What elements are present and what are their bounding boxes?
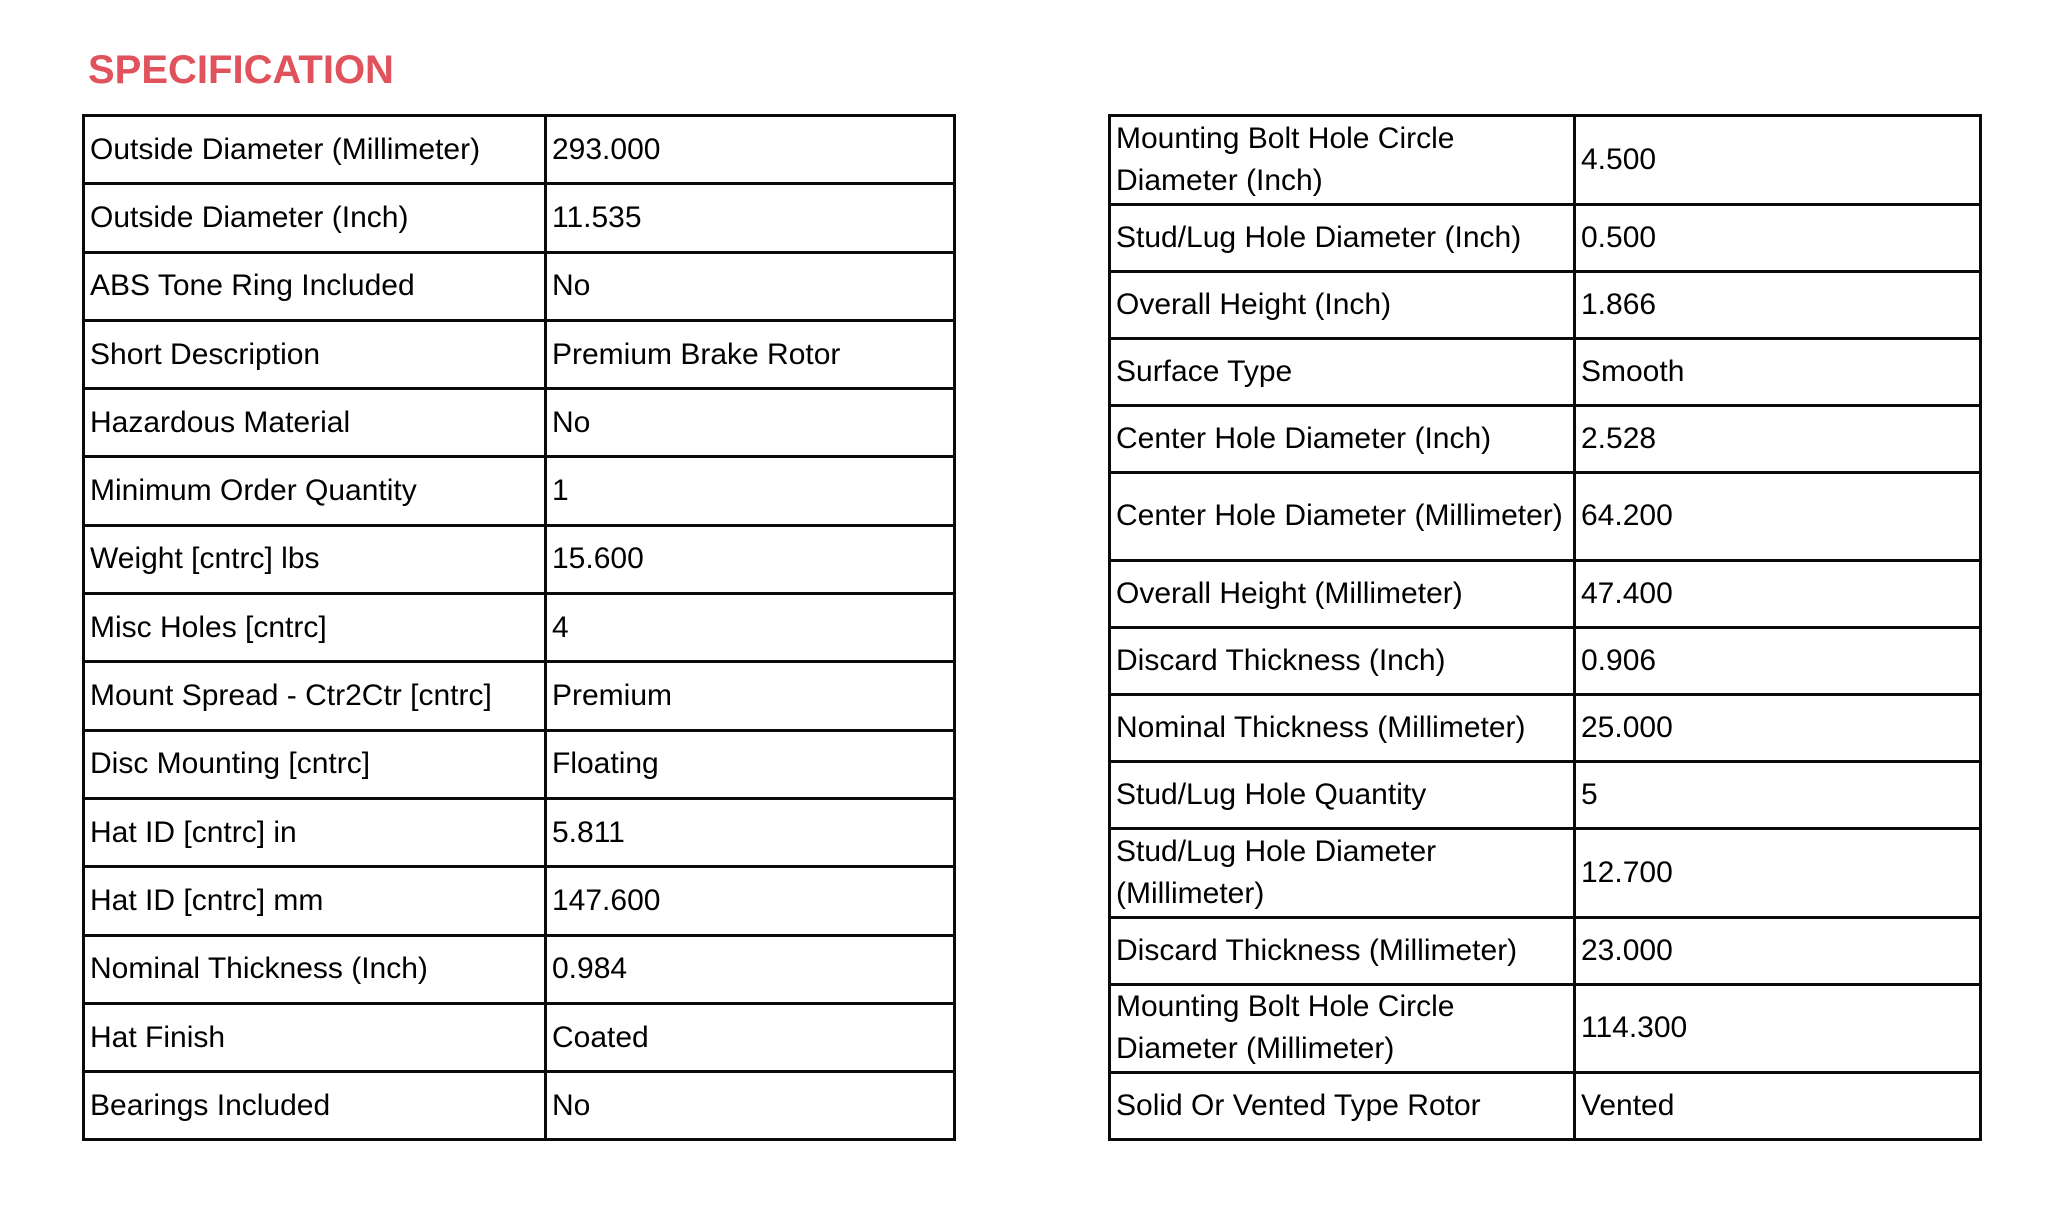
spec-label: Outside Diameter (Inch) xyxy=(84,184,546,252)
spec-label: Stud/Lug Hole Diameter (Inch) xyxy=(1110,204,1575,271)
spec-row xyxy=(84,457,955,525)
spec-row xyxy=(1110,338,1981,405)
spec-row xyxy=(1110,917,1981,984)
spec-label: Overall Height (Inch) xyxy=(1110,271,1575,338)
spec-value: 0.500 xyxy=(1575,204,1981,271)
spec-label: Center Hole Diameter (Millimeter) xyxy=(1110,472,1575,561)
spec-value: No xyxy=(546,252,955,320)
spec-row xyxy=(84,935,955,1003)
spec-row xyxy=(1110,204,1981,271)
spec-label: Hat ID [cntrc] mm xyxy=(84,867,546,935)
spec-label: Overall Height (Millimeter) xyxy=(1110,561,1575,628)
spec-value: Smooth xyxy=(1575,338,1981,405)
spec-row xyxy=(84,798,955,866)
spec-row xyxy=(1110,561,1981,628)
spec-row xyxy=(1110,829,1981,918)
spec-row xyxy=(84,662,955,730)
spec-row xyxy=(84,320,955,388)
spec-row xyxy=(84,116,955,184)
spec-row xyxy=(1110,405,1981,472)
spec-label: Stud/Lug Hole Quantity xyxy=(1110,762,1575,829)
spec-label: Bearings Included xyxy=(84,1072,546,1140)
spec-value: 23.000 xyxy=(1575,917,1981,984)
spec-label: Outside Diameter (Millimeter) xyxy=(84,116,546,184)
spec-label: Short Description xyxy=(84,320,546,388)
spec-value: 2.528 xyxy=(1575,405,1981,472)
spec-label: Misc Holes [cntrc] xyxy=(84,594,546,662)
spec-label: Hazardous Material xyxy=(84,389,546,457)
specification-table-right xyxy=(1108,114,1982,1141)
spec-value: 12.700 xyxy=(1575,829,1981,918)
spec-value: Premium Brake Rotor xyxy=(546,320,955,388)
spec-value: 4.500 xyxy=(1575,116,1981,205)
spec-label: Disc Mounting [cntrc] xyxy=(84,730,546,798)
spec-value: 5 xyxy=(1575,762,1981,829)
spec-value: 293.000 xyxy=(546,116,955,184)
spec-row xyxy=(1110,628,1981,695)
spec-row xyxy=(84,389,955,457)
spec-row xyxy=(1110,472,1981,561)
spec-value: 64.200 xyxy=(1575,472,1981,561)
spec-row xyxy=(1110,762,1981,829)
spec-value: Premium xyxy=(546,662,955,730)
spec-label: Discard Thickness (Inch) xyxy=(1110,628,1575,695)
spec-row xyxy=(84,1003,955,1071)
spec-label: Discard Thickness (Millimeter) xyxy=(1110,917,1575,984)
spec-value: No xyxy=(546,1072,955,1140)
spec-label: Nominal Thickness (Millimeter) xyxy=(1110,695,1575,762)
spec-label: Nominal Thickness (Inch) xyxy=(84,935,546,1003)
spec-label: Stud/Lug Hole Diameter (Millimeter) xyxy=(1110,829,1575,918)
spec-row xyxy=(1110,271,1981,338)
spec-value: 114.300 xyxy=(1575,984,1981,1073)
spec-label: Mounting Bolt Hole Circle Diameter (Millimeter) xyxy=(1110,984,1575,1073)
spec-row xyxy=(84,252,955,320)
spec-row xyxy=(84,525,955,593)
spec-value: 47.400 xyxy=(1575,561,1981,628)
spec-row xyxy=(1110,1073,1981,1140)
spec-label: Minimum Order Quantity xyxy=(84,457,546,525)
spec-label: Hat ID [cntrc] in xyxy=(84,798,546,866)
spec-value: 11.535 xyxy=(546,184,955,252)
spec-row xyxy=(84,1072,955,1140)
spec-value: 1 xyxy=(546,457,955,525)
specification-table-left xyxy=(82,114,956,1141)
spec-label: Hat Finish xyxy=(84,1003,546,1071)
spec-row xyxy=(84,184,955,252)
spec-label: Solid Or Vented Type Rotor xyxy=(1110,1073,1575,1140)
spec-row xyxy=(1110,116,1981,205)
spec-label: ABS Tone Ring Included xyxy=(84,252,546,320)
spec-value: 5.811 xyxy=(546,798,955,866)
spec-row xyxy=(84,594,955,662)
spec-value: Coated xyxy=(546,1003,955,1071)
spec-value: No xyxy=(546,389,955,457)
spec-value: 1.866 xyxy=(1575,271,1981,338)
spec-label: Center Hole Diameter (Inch) xyxy=(1110,405,1575,472)
spec-label: Surface Type xyxy=(1110,338,1575,405)
spec-value: 15.600 xyxy=(546,525,955,593)
page-title: SPECIFICATION xyxy=(88,48,394,92)
spec-value: 0.906 xyxy=(1575,628,1981,695)
spec-label: Mounting Bolt Hole Circle Diameter (Inch) xyxy=(1110,116,1575,205)
spec-value: 4 xyxy=(546,594,955,662)
spec-row xyxy=(1110,695,1981,762)
spec-row xyxy=(84,730,955,798)
spec-row xyxy=(1110,984,1981,1073)
spec-value: Floating xyxy=(546,730,955,798)
spec-label: Mount Spread - Ctr2Ctr [cntrc] xyxy=(84,662,546,730)
spec-value: 25.000 xyxy=(1575,695,1981,762)
spec-value: 147.600 xyxy=(546,867,955,935)
spec-row xyxy=(84,867,955,935)
spec-value: 0.984 xyxy=(546,935,955,1003)
spec-label: Weight [cntrc] lbs xyxy=(84,525,546,593)
spec-value: Vented xyxy=(1575,1073,1981,1140)
